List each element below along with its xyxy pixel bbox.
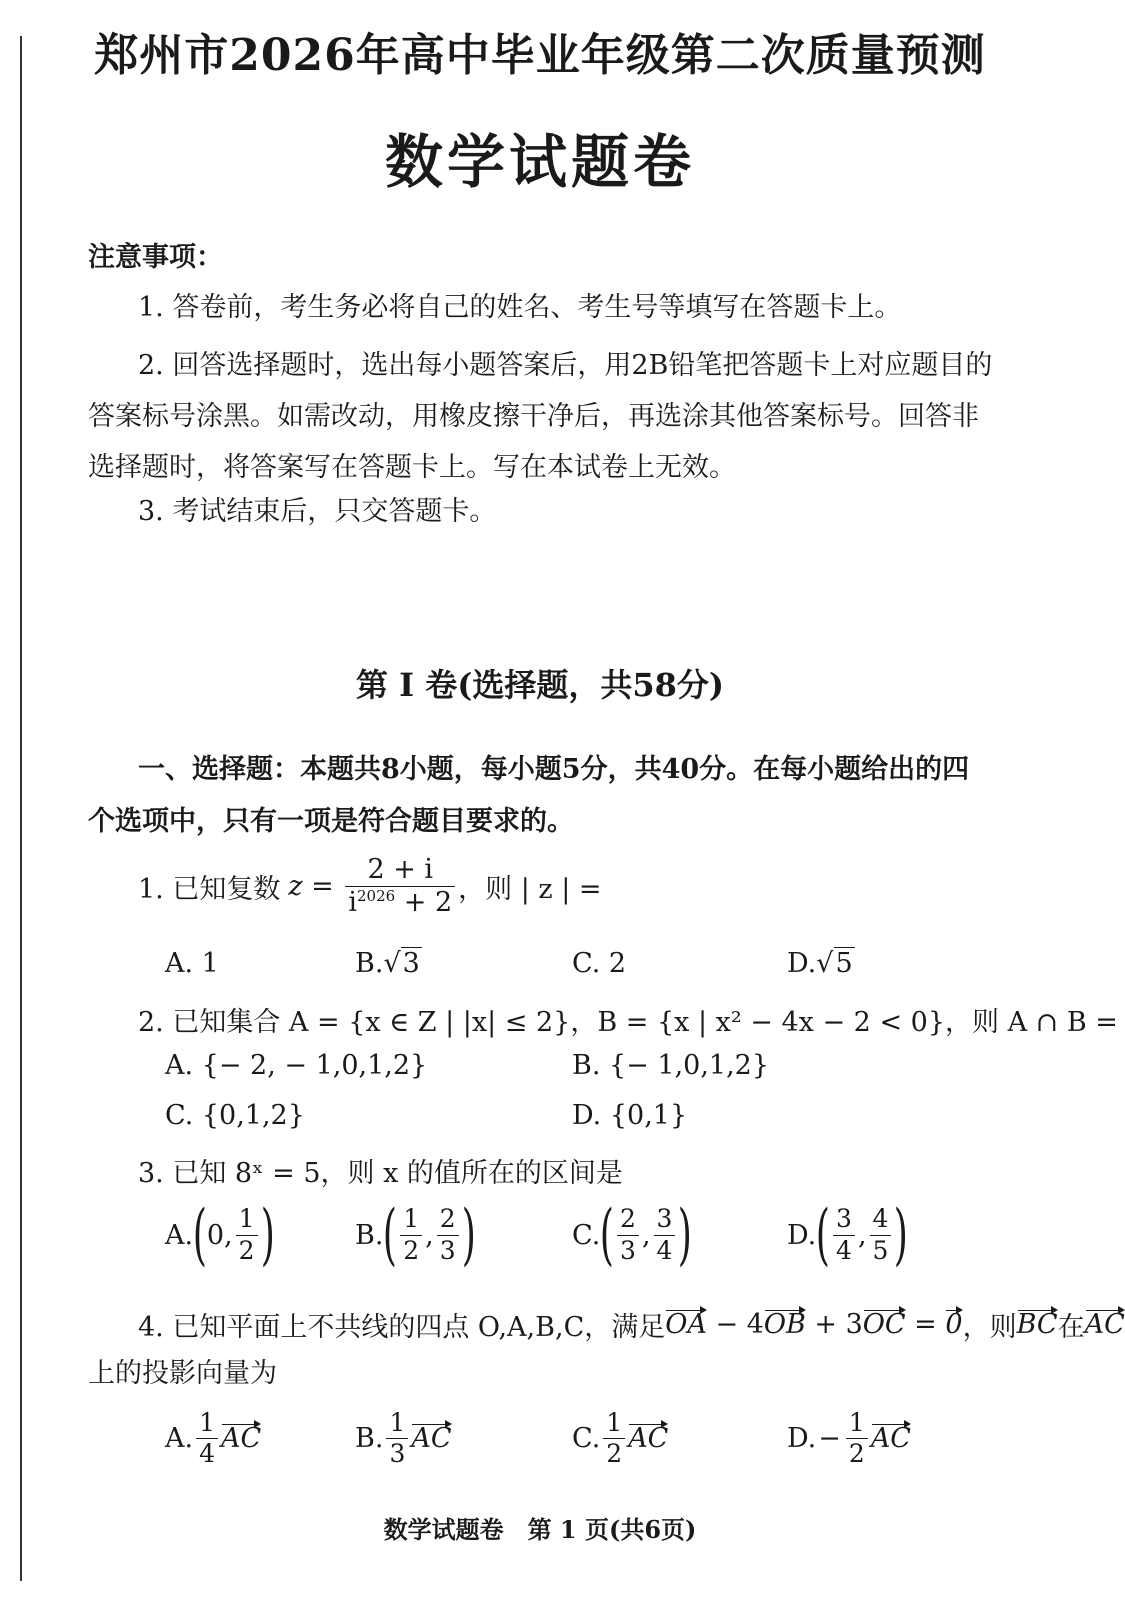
q1-option-a: A. 1 bbox=[165, 948, 219, 979]
vector-bc: BC bbox=[1016, 1309, 1058, 1340]
question-4: 4. 已知平面上不共线的四点 O,A,B,C，满足 OA − 4 OB + 3 OC = 0 ，则 BC 在 AC bbox=[138, 1309, 1125, 1343]
vector-ob: OB bbox=[763, 1309, 806, 1340]
part-intro: 一、选择题：本题共8小题，每小题5分，共40分。在每小题给出的四个选项中，只有一项是符合题目要求的。 bbox=[88, 754, 970, 837]
vector-ac: AC bbox=[628, 1423, 669, 1455]
note-item-3: 3. 考试结束后，只交答题卡。 bbox=[138, 496, 497, 527]
q1-denominator: $i^{2026} + 2$ bbox=[345, 886, 455, 917]
section-title: 第 Ⅰ 卷(选择题，共58分) bbox=[355, 666, 725, 704]
vector-ac: AC bbox=[870, 1423, 911, 1455]
subject-title: 数学试题卷 bbox=[384, 128, 695, 196]
question-3: 3. 已知 8ˣ = 5，则 x 的值所在的区间是 bbox=[138, 1158, 623, 1189]
vector-oa: OA bbox=[665, 1309, 707, 1340]
zero-vector: 0 bbox=[945, 1309, 963, 1340]
binding-line bbox=[20, 36, 22, 1581]
vector-ac: AC bbox=[221, 1423, 262, 1455]
q1-option-d: D. √5 bbox=[787, 948, 853, 979]
q1-eq: = bbox=[302, 871, 343, 903]
exam-title: 郑州市2026年高中毕业年级第二次质量预测 bbox=[94, 30, 986, 81]
q1-var: z bbox=[288, 871, 303, 903]
sqrt-icon: √5 bbox=[816, 948, 853, 979]
q4-option-c: C. 1 2 AC bbox=[572, 1408, 669, 1469]
q3-option-d: D. ( 3 4 , 4 5 ) bbox=[787, 1196, 909, 1273]
q1-exponent: 2026 bbox=[357, 887, 396, 906]
q3-option-a: A. ( 0 , 1 2 ) bbox=[165, 1196, 275, 1273]
question-1 bbox=[138, 856, 602, 918]
question-2: 2. 已知集合 A = {x ∈ Z | |x| ≤ 2}，B = {x | x² − 4x − 2 < 0}，则 A ∩ B = bbox=[138, 1007, 1118, 1038]
q4-line2: 上的投影向量为 bbox=[88, 1358, 277, 1389]
note-item-2: 2. 回答选择题时，选出每小题答案后，用2B铅笔把答题卡上对应题目的答案标号涂黑。如需改动，用橡皮擦干净后，再选涂其他答案标号。回答非选择题时，将答案写在答题卡上。写在本试卷上无效。 bbox=[88, 350, 993, 483]
q1-option-b: B. √3 bbox=[355, 948, 420, 979]
q2-option-b: B. {− 1,0,1,2} bbox=[572, 1050, 770, 1081]
q2-option-d: D. {0,1} bbox=[572, 1100, 688, 1131]
q1-label: 1. 已知复数 bbox=[138, 874, 281, 906]
q1-tail: ，则 | z | = bbox=[458, 874, 602, 906]
vector-oc: OC bbox=[862, 1309, 906, 1340]
q4-option-b: B. 1 3 AC bbox=[355, 1408, 452, 1469]
q4-option-a: A. 1 4 AC bbox=[165, 1408, 262, 1469]
notes-heading: 注意事项： bbox=[88, 242, 223, 273]
q4-option-d: D. − $\frac{1}{2}$ AC bbox=[787, 1408, 911, 1469]
vector-ac: AC bbox=[1084, 1309, 1125, 1340]
page-footer: 数学试题卷 第 1 页(共6页) bbox=[383, 1515, 697, 1544]
sqrt-icon: √3 bbox=[383, 948, 420, 979]
note-item-1: 1. 答卷前，考生务必将自己的姓名、考生号等填写在答题卡上。 bbox=[138, 292, 902, 323]
vector-ac: AC bbox=[411, 1423, 452, 1455]
q1-fraction bbox=[345, 856, 455, 918]
q2-option-c: C. {0,1,2} bbox=[165, 1100, 305, 1131]
q3-option-c: C. ( 2 3 , 3 4 ) bbox=[572, 1196, 693, 1273]
q1-numerator: 2 + i bbox=[367, 854, 434, 885]
q3-option-b: B. ( 1 2 , 2 3 ) bbox=[355, 1196, 476, 1273]
q2-option-a: A. {− 2, − 1,0,1,2} bbox=[165, 1050, 428, 1081]
q1-option-c: C. 2 bbox=[572, 948, 627, 979]
